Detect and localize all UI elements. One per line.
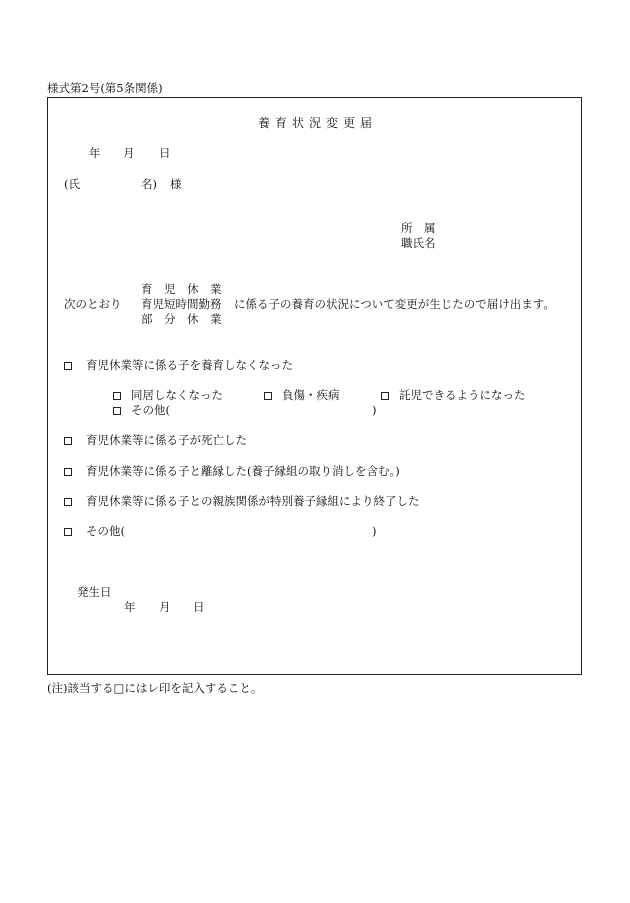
sub-option-daycare-label: 託児できるようになった — [399, 388, 526, 402]
sub-option-other-open: その他( — [131, 403, 170, 417]
checkbox-not-raising[interactable] — [64, 362, 72, 370]
option-separated — [64, 464, 400, 478]
checkbox-injury-illness[interactable] — [264, 392, 272, 400]
addressee-close: 名) — [141, 177, 157, 191]
sub-option-daycare — [381, 388, 526, 402]
form-title: 養育状況変更届 — [258, 116, 378, 130]
option-not-raising-label: 育児休業等に係る子を養育しなくなった — [86, 358, 293, 372]
affiliation-name: 職氏名 — [401, 236, 436, 250]
date-year-label: 年 — [89, 146, 101, 160]
addressee-open: (氏 — [64, 177, 80, 191]
statement-suffix: に係る子の養育の状況について変更が生じたので届け出ます。 — [234, 297, 555, 311]
option-child-died — [64, 433, 247, 447]
occurrence-year-label: 年 — [124, 600, 136, 614]
option-other-close: ) — [372, 524, 377, 538]
statement-prefix: 次のとおり — [64, 297, 122, 311]
leave-type-short-hours: 育児短時間勤務 — [141, 297, 222, 311]
option-other — [64, 524, 125, 538]
option-adoption-end — [64, 494, 420, 508]
date-month-label: 月 — [123, 146, 135, 160]
checkbox-other[interactable] — [64, 528, 72, 536]
option-child-died-label: 育児休業等に係る子が死亡した — [86, 433, 247, 447]
checkbox-sub-other[interactable] — [113, 407, 121, 415]
option-other-open: その他( — [86, 524, 125, 538]
affiliation-dept: 所 属 — [401, 221, 436, 235]
leave-type-childcare: 育 児 休 業 — [141, 282, 222, 296]
sub-option-not-living-together — [113, 388, 223, 402]
checkbox-separated[interactable] — [64, 468, 72, 476]
form-frame — [47, 97, 582, 675]
leave-type-partial: 部 分 休 業 — [141, 312, 222, 326]
checkbox-daycare[interactable] — [381, 392, 389, 400]
sub-option-not-living-together-label: 同居しなくなった — [131, 388, 223, 402]
checkbox-adoption-end[interactable] — [64, 498, 72, 506]
option-not-raising — [64, 358, 293, 372]
occurrence-month-label: 月 — [159, 600, 171, 614]
checkbox-not-living-together[interactable] — [113, 392, 121, 400]
form-number: 様式第2号(第5条関係) — [47, 81, 163, 95]
option-separated-label: 育児休業等に係る子と離縁した(養子縁組の取り消しを含む。) — [86, 464, 400, 478]
sub-option-injury-illness — [264, 388, 340, 402]
sub-option-injury-illness-label: 負傷・疾病 — [282, 388, 340, 402]
sub-option-other — [113, 403, 170, 417]
occurrence-day-label: 日 — [193, 600, 205, 614]
date-day-label: 日 — [159, 146, 171, 160]
sub-option-other-close: ) — [372, 403, 377, 417]
occurrence-label: 発生日 — [77, 585, 112, 599]
footnote: (注)該当する□にはレ印を記入すること。 — [47, 681, 263, 695]
addressee-honorific: 様 — [170, 177, 182, 191]
checkbox-child-died[interactable] — [64, 437, 72, 445]
option-adoption-end-label: 育児休業等に係る子との親族関係が特別養子縁組により終了した — [86, 494, 420, 508]
